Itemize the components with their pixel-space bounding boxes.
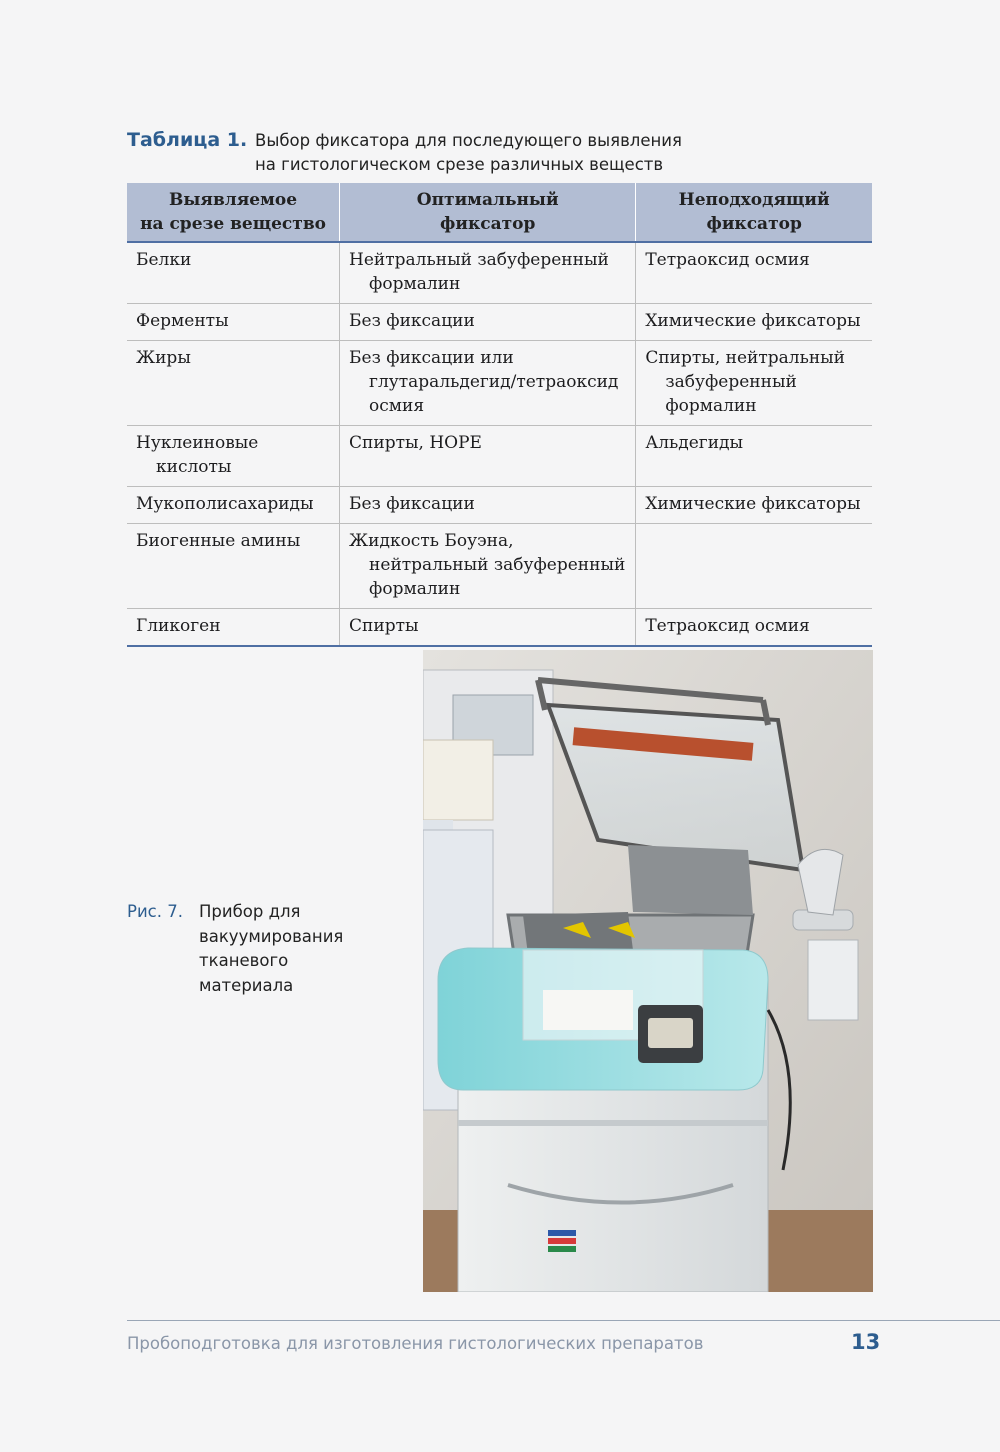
cell-text: Спирты, нейтральный забуференный формалин (645, 348, 846, 416)
cell-optimal (340, 487, 636, 524)
cell-text: Нейтральный забуференный формалин (349, 250, 609, 294)
header-unsuitable-line-2: фиксатор (706, 214, 802, 234)
running-title: Пробоподготовка для изготовления гистологических препаратов (127, 1334, 704, 1353)
cell-text: Без фиксации (349, 311, 475, 331)
cell-text: Ферменты (136, 311, 229, 331)
cell-text: Химические фиксаторы (645, 311, 861, 331)
figure-caption-text (199, 900, 399, 998)
cell-unsuitable (636, 242, 872, 304)
cell-optimal (340, 242, 636, 304)
cell-text: Альдегиды (645, 433, 744, 453)
figure-caption-line: Прибор для (199, 902, 301, 921)
table-caption-label: Таблица 1. (127, 129, 248, 151)
table-row (127, 426, 872, 487)
cell-text: Биогенные амины (136, 531, 301, 551)
table-caption-line-2: на гистологическом срезе различных веществ (255, 155, 664, 174)
cell-text: Тетраоксид осмия (645, 250, 810, 270)
header-substance-line-1: Выявляемое (168, 190, 298, 210)
table-header-row (127, 183, 872, 242)
cell-substance (127, 426, 340, 487)
header-substance-line-2: на срезе вещество (140, 214, 326, 234)
cell-unsuitable (636, 487, 872, 524)
fixative-table (127, 183, 872, 647)
cell-substance (127, 304, 340, 341)
cell-text: Жиры (136, 348, 191, 368)
cell-optimal (340, 609, 636, 647)
table-caption-text (255, 129, 682, 177)
cell-text: Белки (136, 250, 192, 270)
header-unsuitable-line-1: Неподходящий (678, 190, 830, 210)
table-row (127, 524, 872, 609)
table-caption-line-1: Выбор фиксатора для последующего выявления (255, 131, 682, 150)
cell-optimal (340, 304, 636, 341)
cell-text: Без фиксации или глутаральдегид/тетраоксид осмия (349, 348, 619, 416)
cell-unsuitable (636, 426, 872, 487)
table-row (127, 304, 872, 341)
cell-optimal (340, 426, 636, 487)
vacuum-device-photo (423, 650, 873, 1292)
header-substance (127, 183, 340, 242)
cell-substance (127, 341, 340, 426)
cell-substance (127, 609, 340, 647)
cell-substance (127, 524, 340, 609)
cell-text: Нуклеиновые кислоты (136, 433, 259, 477)
cell-optimal (340, 524, 636, 609)
figure-caption-line: материала (199, 975, 294, 995)
cell-text: Без фиксации (349, 494, 475, 514)
table-row (127, 242, 872, 304)
cell-substance (127, 242, 340, 304)
cell-text: Тетраоксид осмия (645, 616, 810, 636)
cell-unsuitable (636, 524, 872, 609)
cell-unsuitable (636, 304, 872, 341)
header-optimal (340, 183, 636, 242)
figure-caption-line: тканевого (199, 951, 289, 970)
cell-text: Гликоген (136, 616, 221, 636)
page-number: 13 (851, 1330, 881, 1354)
cell-text: Жидкость Боуэна, нейтральный забуференный формалин (349, 531, 626, 599)
cell-text: Химические фиксаторы (645, 494, 861, 514)
cell-substance (127, 487, 340, 524)
table-row (127, 609, 872, 647)
footer-divider (127, 1320, 1000, 1321)
table-row (127, 341, 872, 426)
cell-unsuitable (636, 341, 872, 426)
header-unsuitable (636, 183, 872, 242)
cell-unsuitable (636, 609, 872, 647)
cell-text: Спирты (349, 616, 419, 636)
header-optimal-line-2: фиксатор (440, 214, 536, 234)
table-row (127, 487, 872, 524)
header-optimal-line-1: Оптимальный (416, 190, 559, 210)
vacuum-device-illustration (423, 650, 873, 1292)
cell-text: Спирты, HOPE (349, 433, 482, 453)
cell-text: Мукополисахариды (136, 494, 314, 514)
figure-caption-line: вакуумирования (199, 926, 344, 946)
figure-number: Рис. 7. (127, 902, 183, 921)
cell-optimal (340, 341, 636, 426)
